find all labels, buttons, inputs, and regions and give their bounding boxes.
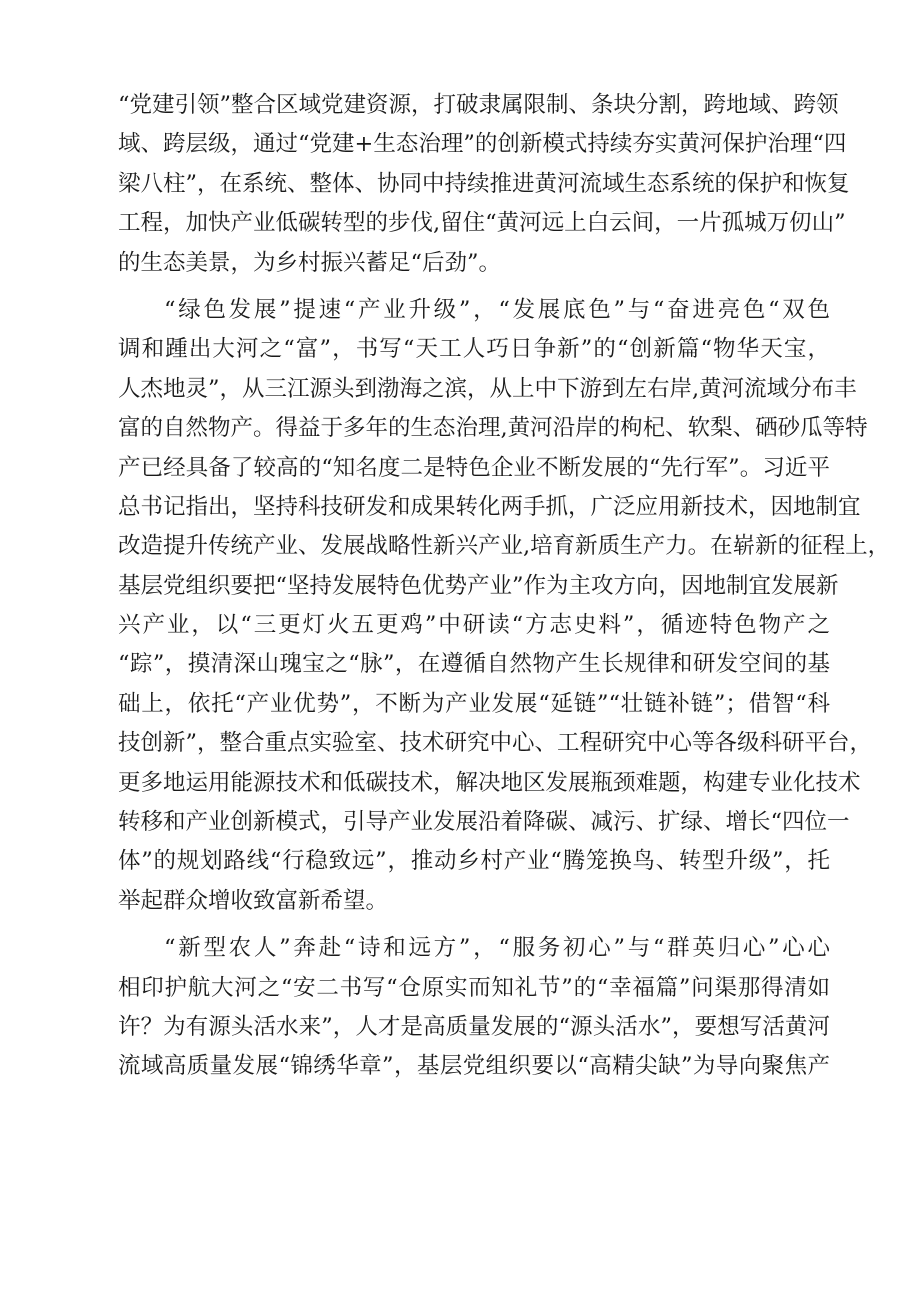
text-line: 兴产业，以“三更灯火五更鸡”中研读“方志史料”，循迹特色物产之 xyxy=(118,612,830,639)
text-line: 改造提升传统产业、发展战略性新兴产业,培育新质生产力。在崭新的征程上， xyxy=(118,533,891,560)
text-line: 富的自然物产。得益于多年的生态治理,黄河沿岸的枸杞、软梨、硒砂瓜等特 xyxy=(118,415,868,442)
text-line: 基层党组织要把“坚持发展特色优势产业”作为主攻方向，因地制宜发展新 xyxy=(118,572,839,599)
text-line: “踪”，摸清深山瑰宝之“脉”，在遵循自然物产生长规律和研发空间的基 xyxy=(118,651,830,678)
text-line: 举起群众增收致富新希望。 xyxy=(118,887,389,914)
text-line: 技创新”，整合重点实验室、技术研究中心、工程研究中心等各级科研平台， xyxy=(118,730,873,757)
text-line: “新型农人”奔赴“诗和远方”，“服务初心”与“群英归心”心心 xyxy=(164,935,830,962)
text-line: 工程，加快产业低碳转型的步伐,留住“黄河远上白云间，一片孤城万仞山” xyxy=(118,210,846,237)
paragraph-gap xyxy=(118,283,830,291)
paragraph xyxy=(118,291,891,921)
text-line: 总书记指出，坚持科技研发和成果转化两手抓，广泛应用新技术，因地制宜 xyxy=(118,493,861,520)
paragraph xyxy=(118,929,830,1087)
text-line: 产已经具备了较高的“知名度二是特色企业不断发展的“先行军”。习近平 xyxy=(118,454,830,481)
text-line: 域、跨层级，通过“党建+生态治理”的创新模式持续夯实黄河保护治理“四 xyxy=(118,131,847,158)
body-text xyxy=(118,86,891,1087)
paragraph-gap xyxy=(118,921,830,929)
text-line: 相印护航大河之“安二书写“仓原实而知礼节”的“幸福篇”问渠那得清如 xyxy=(118,974,830,1001)
text-line: 体”的规划路线“行稳致远”，推动乡村产业“腾笼换鸟、转型升级”，托 xyxy=(118,848,830,875)
text-line: 础上，依托“产业优势”，不断为产业发展“延链”“壮链补链”；借智“科 xyxy=(118,690,830,717)
text-line: 许？为有源头活水来”，人才是高质量发展的“源头活水”，要想写活黄河 xyxy=(118,1013,830,1040)
text-line: 的生态美景，为乡村振兴蓄足“后劲”。 xyxy=(118,249,502,276)
text-line: “绿色发展”提速“产业升级”，“发展底色”与“奋进亮色“双色 xyxy=(164,296,830,323)
text-line: 调和踵出大河之“富”，书写“天工人巧日争新”的“创新篇“物华天宝， xyxy=(118,336,830,363)
text-line: 转移和产业创新模式，引导产业发展沿着降碳、减污、扩绿、增长“四位一 xyxy=(118,809,850,836)
text-line: 人杰地灵”，从三江源头到渤海之滨，从上中下游到左右岸,黄河流域分布丰 xyxy=(118,375,857,402)
text-line: 流域高质量发展“锦绣华章”，基层党组织要以“高精尖缺”为导向聚焦产 xyxy=(118,1053,830,1080)
text-line: 梁八柱”，在系统、整体、协同中持续推进黄河流域生态系统的保护和恢复 xyxy=(118,170,850,197)
text-line: 更多地运用能源技术和低碳技术，解决地区发展瓶颈难题，构建专业化技术 xyxy=(118,769,861,796)
text-line: “党建引领”整合区域党建资源，打破隶属限制、条块分割，跨地域、跨领 xyxy=(118,92,839,118)
paragraph xyxy=(118,86,850,283)
